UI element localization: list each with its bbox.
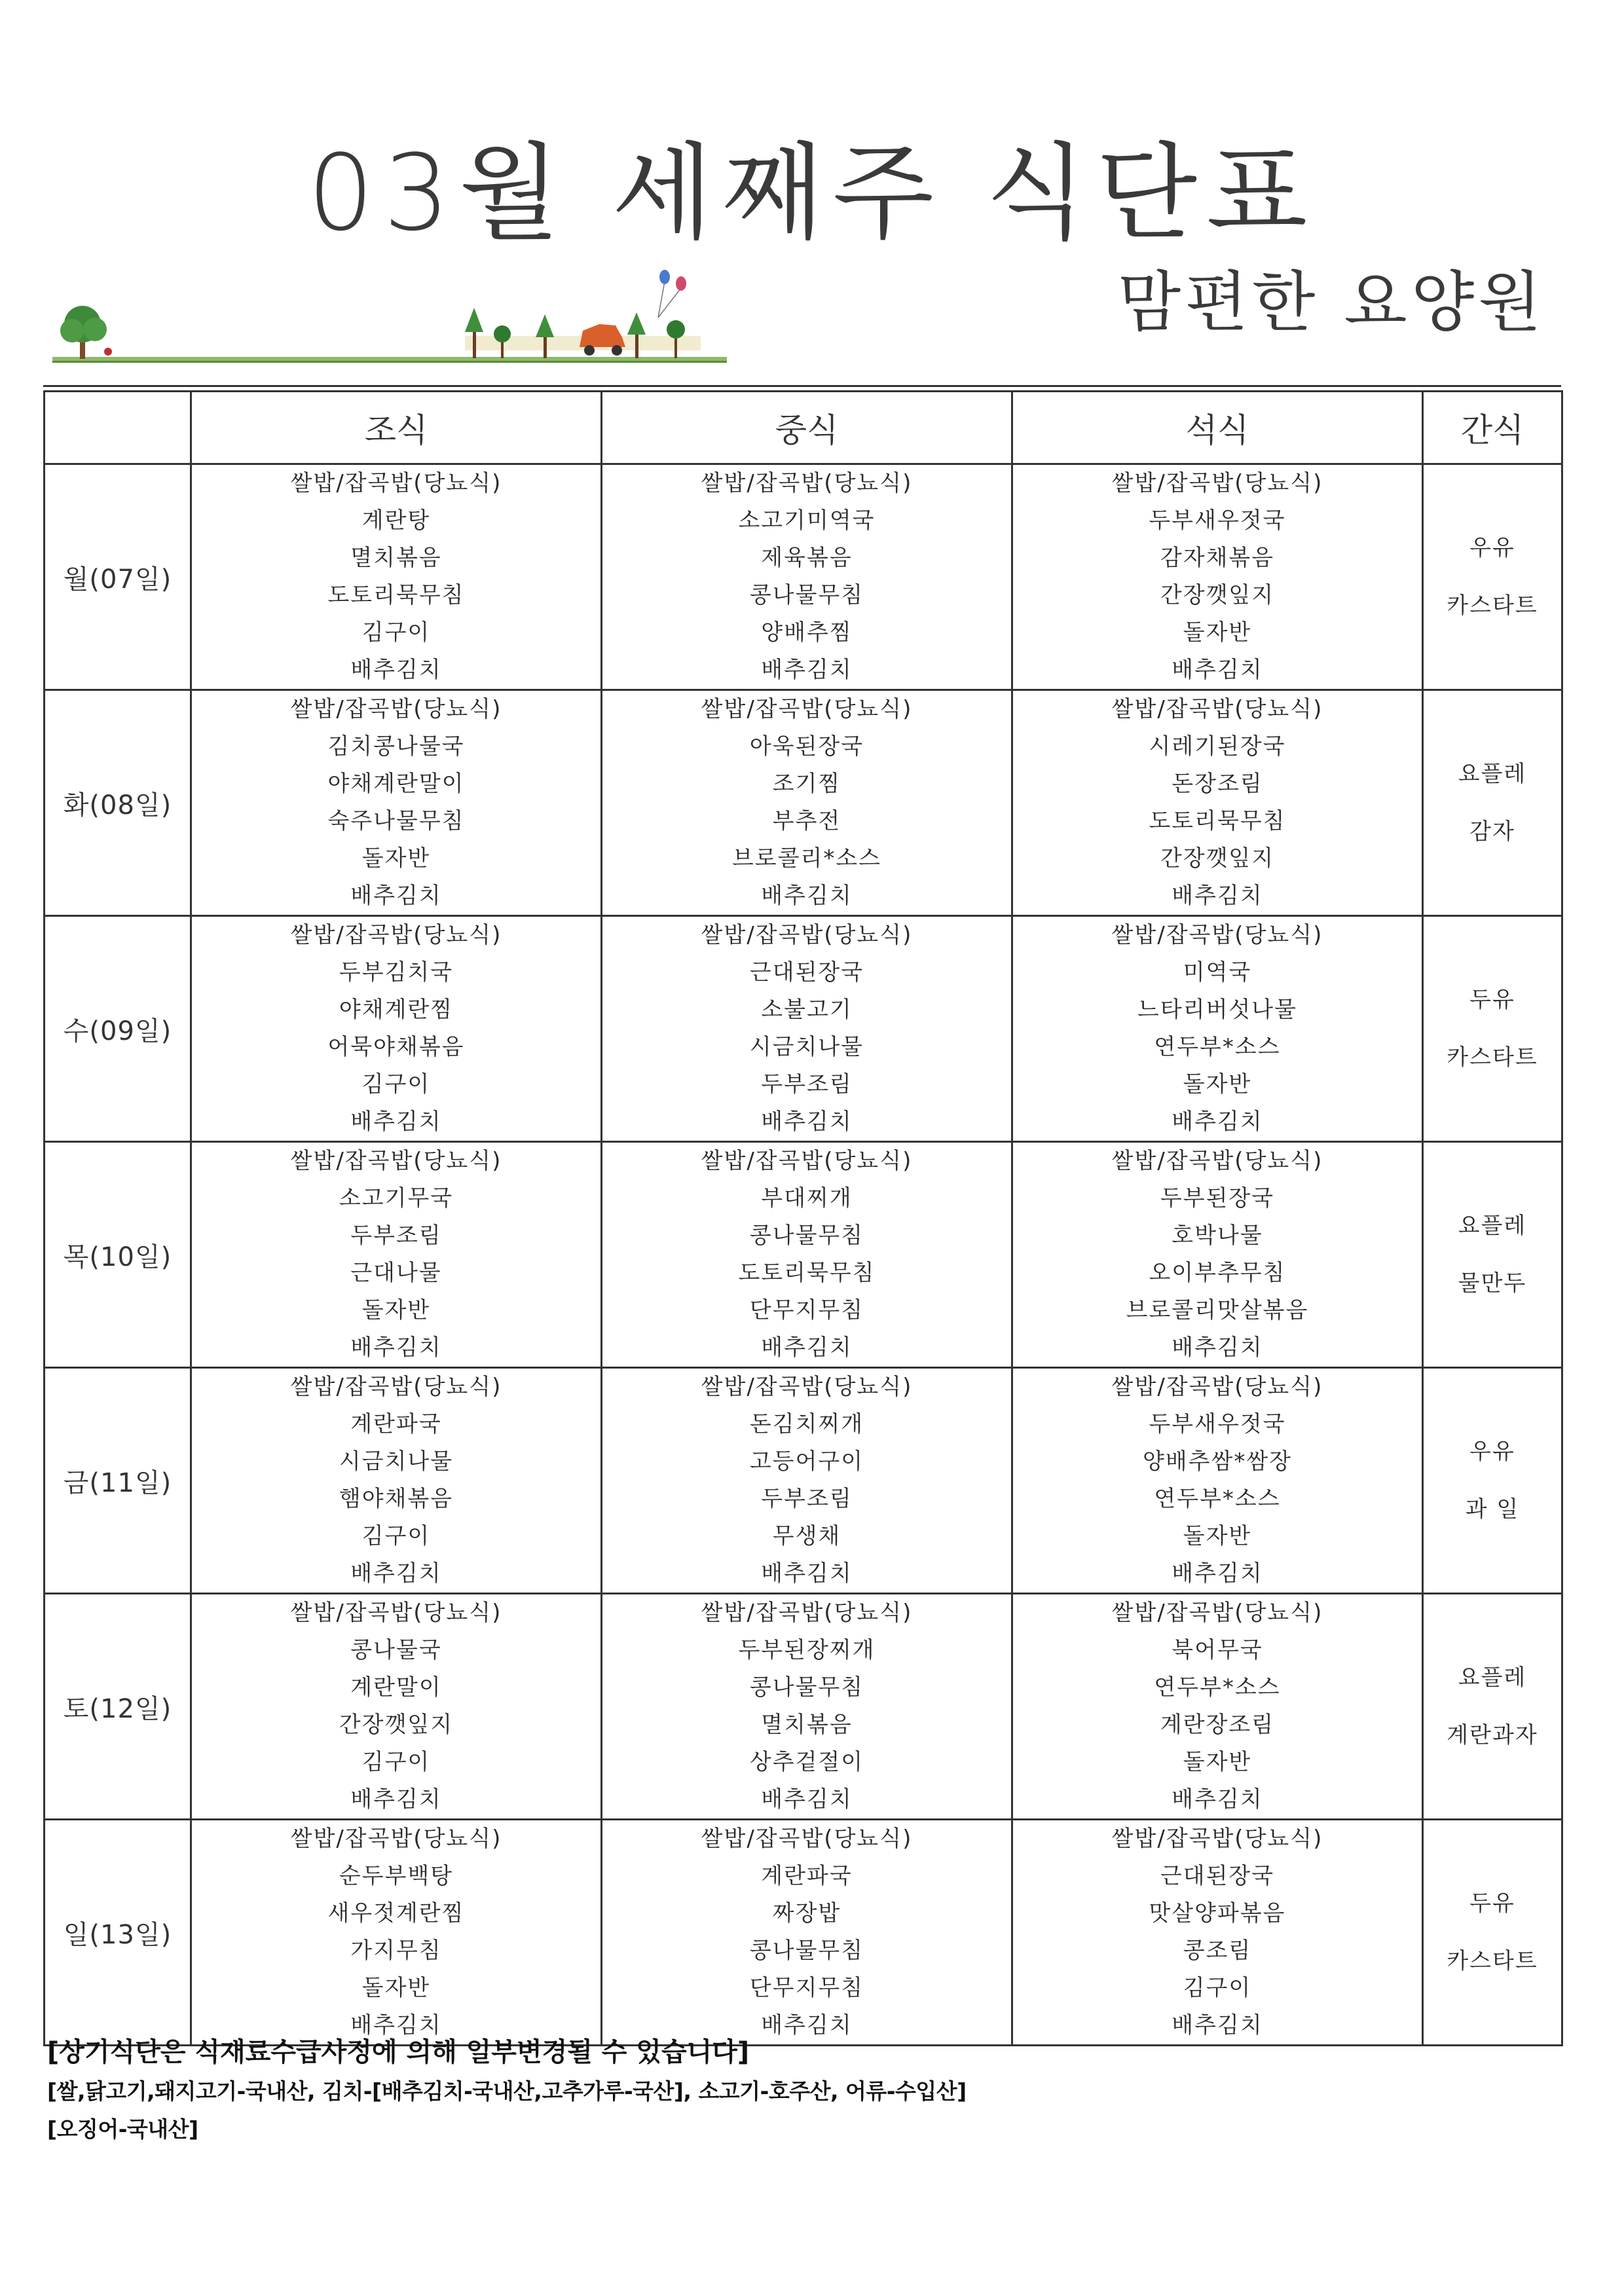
- menu-item: 두부새우젓국: [1149, 1411, 1286, 1437]
- day-row: [45, 464, 1562, 690]
- origin-text: [쌀,닭고기,돼지고기-국내산, 김치-[배추김치-국내산,고추가루-국산], 소고기-호주산, 어류-수입산]: [47, 2078, 967, 2104]
- day-row: [45, 916, 1562, 1142]
- day-label: 일(13일): [45, 1820, 191, 2046]
- menu-item: 단무지무침: [749, 1975, 864, 2001]
- lunch-cell: [602, 1142, 1012, 1368]
- menu-item: 배추김치: [761, 657, 853, 683]
- menu-item: 순두부백탕: [339, 1863, 454, 1889]
- menu-item: 제육볶음: [761, 545, 853, 571]
- menu-item: 쌀밥/잡곡밥(당뇨식): [290, 922, 502, 948]
- menu-item: 쌀밥/잡곡밥(당뇨식): [701, 1148, 913, 1174]
- day-label: 수(09일): [45, 916, 191, 1142]
- menu-item: 맛살양파볶음: [1149, 1900, 1286, 1926]
- lunch-cell: [602, 916, 1012, 1142]
- header-dinner: 석식: [1012, 392, 1423, 464]
- menu-item: 배추김치: [1172, 1335, 1263, 1361]
- snack-item: 과 일: [1465, 1496, 1520, 1522]
- snack-cell: [1423, 1142, 1562, 1368]
- header-day: [45, 392, 191, 464]
- menu-item: 연두부*소스: [1154, 1034, 1281, 1060]
- dinner-cell: [1012, 916, 1423, 1142]
- menu-item: 숙주나물무침: [327, 808, 465, 834]
- menu-item: 김구이: [361, 619, 431, 646]
- breakfast-cell: [191, 1820, 602, 2046]
- menu-item: 배추김치: [761, 1786, 853, 1813]
- menu-item: 간장깻잎지: [1160, 845, 1275, 872]
- day-row: [45, 1594, 1562, 1820]
- menu-item: 돌자반: [1183, 1523, 1252, 1549]
- day-label: 목(10일): [45, 1142, 191, 1368]
- menu-item: 두부조림: [761, 1486, 853, 1512]
- menu-item: 콩나물무침: [749, 1223, 864, 1249]
- menu-item: 쌀밥/잡곡밥(당뇨식): [1111, 470, 1323, 496]
- menu-item: 배추김치: [761, 1335, 853, 1361]
- menu-item: 부추전: [772, 808, 841, 834]
- menu-item: 두부된장찌개: [738, 1637, 876, 1663]
- snack-cell: [1423, 690, 1562, 916]
- menu-item: 김치콩나물국: [327, 733, 465, 760]
- lunch-cell: [602, 1820, 1012, 2046]
- menu-item: 북어무국: [1172, 1637, 1263, 1663]
- menu-item: 소고기무국: [339, 1185, 454, 1211]
- menu-item: 무생채: [772, 1523, 841, 1549]
- menu-item: 근대나물: [350, 1260, 442, 1286]
- breakfast-cell: [191, 464, 602, 690]
- header-divider: [43, 385, 1561, 387]
- facility-name: 맘편한 요양원: [1117, 264, 1545, 341]
- snack-item: 요플레: [1458, 1213, 1527, 1239]
- dinner-cell: [1012, 464, 1423, 690]
- menu-item: 배추김치: [350, 657, 442, 683]
- menu-item: 돌자반: [1183, 1749, 1252, 1775]
- menu-item: 돌자반: [361, 845, 431, 872]
- day-row: [45, 1368, 1562, 1594]
- snack-item: 우유: [1469, 1439, 1515, 1465]
- menu-item: 가지무침: [350, 1938, 442, 1964]
- menu-item: 간장깻잎지: [1160, 582, 1275, 608]
- menu-item: 돌자반: [1183, 1071, 1252, 1097]
- day-row: [45, 1820, 1562, 2046]
- menu-item: 근대된장국: [1160, 1863, 1275, 1889]
- menu-item: 미역국: [1183, 959, 1252, 985]
- menu-item: 계란파국: [761, 1863, 853, 1889]
- breakfast-cell: [191, 1594, 602, 1820]
- day-label: 금(11일): [45, 1368, 191, 1594]
- snack-item: 계란과자: [1447, 1722, 1538, 1748]
- dinner-cell: [1012, 1368, 1423, 1594]
- menu-item: 햄야채볶음: [339, 1486, 454, 1512]
- menu-item: 양배추쌈*쌈장: [1142, 1448, 1293, 1475]
- menu-item: 쌀밥/잡곡밥(당뇨식): [290, 1374, 502, 1400]
- menu-item: 브로콜리맛살볶음: [1126, 1297, 1309, 1323]
- menu-item: 야채계란찜: [339, 997, 454, 1023]
- menu-item: 두부새우젓국: [1149, 507, 1286, 534]
- snack-cell: [1423, 1594, 1562, 1820]
- menu-item: 어묵야채볶음: [327, 1034, 465, 1060]
- menu-item: 쌀밥/잡곡밥(당뇨식): [701, 922, 913, 948]
- menu-item: 돈장조림: [1172, 771, 1263, 797]
- menu-item: 쌀밥/잡곡밥(당뇨식): [1111, 922, 1323, 948]
- day-label: 월(07일): [45, 464, 191, 690]
- menu-item: 콩나물무침: [749, 582, 864, 608]
- header-lunch: 중식: [602, 392, 1012, 464]
- menu-item: 배추김치: [761, 2012, 853, 2038]
- snack-item: 우유: [1469, 535, 1515, 561]
- menu-item: 쌀밥/잡곡밥(당뇨식): [290, 1600, 502, 1626]
- menu-item: 쌀밥/잡곡밥(당뇨식): [1111, 1148, 1323, 1174]
- menu-item: 배추김치: [1172, 2012, 1263, 2038]
- menu-item: 쌀밥/잡곡밥(당뇨식): [701, 696, 913, 722]
- menu-item: 단무지무침: [749, 1297, 864, 1323]
- menu-item: 시금치나물: [339, 1448, 454, 1475]
- menu-item: 쌀밥/잡곡밥(당뇨식): [1111, 1826, 1323, 1852]
- snack-item: 카스타트: [1447, 1948, 1538, 1974]
- menu-item: 도토리묵무침: [327, 582, 465, 608]
- menu-item: 배추김치: [350, 1786, 442, 1813]
- menu-item: 김구이: [361, 1523, 431, 1549]
- menu-item: 계란장조림: [1160, 1712, 1275, 1738]
- snack-cell: [1423, 1368, 1562, 1594]
- menu-item: 돌자반: [361, 1975, 431, 2001]
- menu-item: 쌀밥/잡곡밥(당뇨식): [701, 470, 913, 496]
- notes: [47, 2032, 1560, 2148]
- menu-item: 콩조림: [1183, 1938, 1252, 1964]
- snack-item: 요플레: [1458, 761, 1527, 787]
- menu-item: 쌀밥/잡곡밥(당뇨식): [290, 696, 502, 722]
- menu-item: 쌀밥/잡곡밥(당뇨식): [1111, 696, 1323, 722]
- header-breakfast: 조식: [191, 392, 602, 464]
- menu-item: 야채계란말이: [327, 771, 465, 797]
- menu-item: 두부김치국: [339, 959, 454, 985]
- menu-item: 시금치나물: [749, 1034, 864, 1060]
- dinner-cell: [1012, 1594, 1423, 1820]
- dinner-cell: [1012, 1820, 1423, 2046]
- day-label: 화(08일): [45, 690, 191, 916]
- menu-item: 상추겉절이: [749, 1749, 864, 1775]
- day-row: [45, 1142, 1562, 1368]
- menu-item: 근대된장국: [749, 959, 864, 985]
- menu-item: 쌀밥/잡곡밥(당뇨식): [290, 1148, 502, 1174]
- origin-text-squid: [오징어-국내산]: [47, 2116, 198, 2142]
- notice-text: [상기식단은 식재료수급사정에 의해 일부변경될 수 있습니다]: [47, 2037, 750, 2067]
- menu-item: 김구이: [361, 1071, 431, 1097]
- menu-item: 도토리묵무침: [1149, 808, 1286, 834]
- menu-item: 짜장밥: [772, 1900, 841, 1926]
- breakfast-cell: [191, 1368, 602, 1594]
- menu-item: 김구이: [361, 1749, 431, 1775]
- lunch-cell: [602, 1368, 1012, 1594]
- menu-item: 아욱된장국: [749, 733, 864, 760]
- snack-cell: [1423, 916, 1562, 1142]
- menu-item: 쌀밥/잡곡밥(당뇨식): [701, 1374, 913, 1400]
- menu-item: 고등어구이: [749, 1448, 864, 1475]
- menu-item: 간장깻잎지: [339, 1712, 454, 1738]
- header-snack: 간식: [1423, 392, 1562, 464]
- menu-item: 쌀밥/잡곡밥(당뇨식): [1111, 1374, 1323, 1400]
- day-row: [45, 690, 1562, 916]
- menu-item: 오이부추무침: [1149, 1260, 1286, 1286]
- menu-item: 부대찌개: [761, 1185, 853, 1211]
- menu-item: 양배추찜: [761, 619, 853, 646]
- menu-item: 연두부*소스: [1154, 1674, 1281, 1701]
- breakfast-cell: [191, 1142, 602, 1368]
- day-label: 토(12일): [45, 1594, 191, 1820]
- menu-item: 배추김치: [350, 1109, 442, 1135]
- menu-item: 콩나물무침: [749, 1938, 864, 1964]
- menu-item: 연두부*소스: [1154, 1486, 1281, 1512]
- menu-item: 김구이: [1183, 1975, 1252, 2001]
- breakfast-cell: [191, 916, 602, 1142]
- menu-item: 시레기된장국: [1149, 733, 1286, 760]
- menu-item: 돌자반: [1183, 619, 1252, 646]
- dinner-cell: [1012, 1142, 1423, 1368]
- lunch-cell: [602, 1594, 1012, 1820]
- menu-item: 돈김치찌개: [749, 1411, 864, 1437]
- menu-item: 두부조림: [761, 1071, 853, 1097]
- menu-item: 멸치볶음: [761, 1712, 853, 1738]
- meal-plan-table: [43, 390, 1563, 2046]
- menu-item: 계란탕: [361, 507, 431, 534]
- menu-item: 콩나물국: [350, 1637, 442, 1663]
- snack-cell: [1423, 464, 1562, 690]
- menu-item: 콩나물무침: [749, 1674, 864, 1701]
- snack-item: 카스타트: [1447, 593, 1538, 619]
- menu-item: 소불고기: [761, 997, 853, 1023]
- menu-item: 돌자반: [361, 1297, 431, 1323]
- snack-item: 두유: [1469, 1890, 1515, 1917]
- menu-item: 호박나물: [1172, 1223, 1263, 1249]
- menu-item: 쌀밥/잡곡밥(당뇨식): [701, 1826, 913, 1852]
- menu-item: 배추김치: [350, 2012, 442, 2038]
- breakfast-cell: [191, 690, 602, 916]
- menu-item: 소고기미역국: [738, 507, 876, 534]
- menu-item: 쌀밥/잡곡밥(당뇨식): [701, 1600, 913, 1626]
- menu-item: 배추김치: [1172, 883, 1263, 909]
- menu-item: 쌀밥/잡곡밥(당뇨식): [1111, 1600, 1323, 1626]
- snack-item: 감자: [1469, 819, 1515, 845]
- menu-item: 계란파국: [350, 1411, 442, 1437]
- lunch-cell: [602, 464, 1012, 690]
- snack-item: 카스타트: [1447, 1044, 1538, 1071]
- landscape-illustration: [46, 259, 733, 377]
- menu-item: 도토리묵무침: [738, 1260, 876, 1286]
- menu-item: 배추김치: [350, 883, 442, 909]
- snack-item: 물만두: [1458, 1270, 1527, 1297]
- menu-item: 조기찜: [772, 771, 841, 797]
- menu-item: 배추김치: [350, 1560, 442, 1587]
- menu-item: 감자채볶음: [1160, 545, 1275, 571]
- menu-item: 느타리버섯나물: [1137, 997, 1297, 1023]
- page-title: 03월 세째주 식단표: [307, 132, 1317, 254]
- menu-item: 두부된장국: [1160, 1185, 1275, 1211]
- snack-item: 요플레: [1458, 1665, 1527, 1691]
- menu-item: 배추김치: [1172, 1560, 1263, 1587]
- menu-item: 배추김치: [761, 1109, 853, 1135]
- menu-item: 쌀밥/잡곡밥(당뇨식): [290, 470, 502, 496]
- menu-item: 배추김치: [1172, 657, 1263, 683]
- menu-item: 새우젓계란찜: [327, 1900, 465, 1926]
- menu-item: 배추김치: [1172, 1786, 1263, 1813]
- snack-item: 두유: [1469, 987, 1515, 1013]
- menu-item: 두부조림: [350, 1223, 442, 1249]
- dinner-cell: [1012, 690, 1423, 916]
- menu-item: 쌀밥/잡곡밥(당뇨식): [290, 1826, 502, 1852]
- lunch-cell: [602, 690, 1012, 916]
- menu-item: 배추김치: [761, 883, 853, 909]
- menu-item: 배추김치: [350, 1335, 442, 1361]
- menu-item: 멸치볶음: [350, 545, 442, 571]
- menu-item: 배추김치: [1172, 1109, 1263, 1135]
- snack-cell: [1423, 1820, 1562, 2046]
- table-header-row: [45, 392, 1562, 464]
- menu-item: 계란말이: [350, 1674, 442, 1701]
- menu-item: 브로콜리*소스: [731, 845, 882, 872]
- menu-item: 배추김치: [761, 1560, 853, 1587]
